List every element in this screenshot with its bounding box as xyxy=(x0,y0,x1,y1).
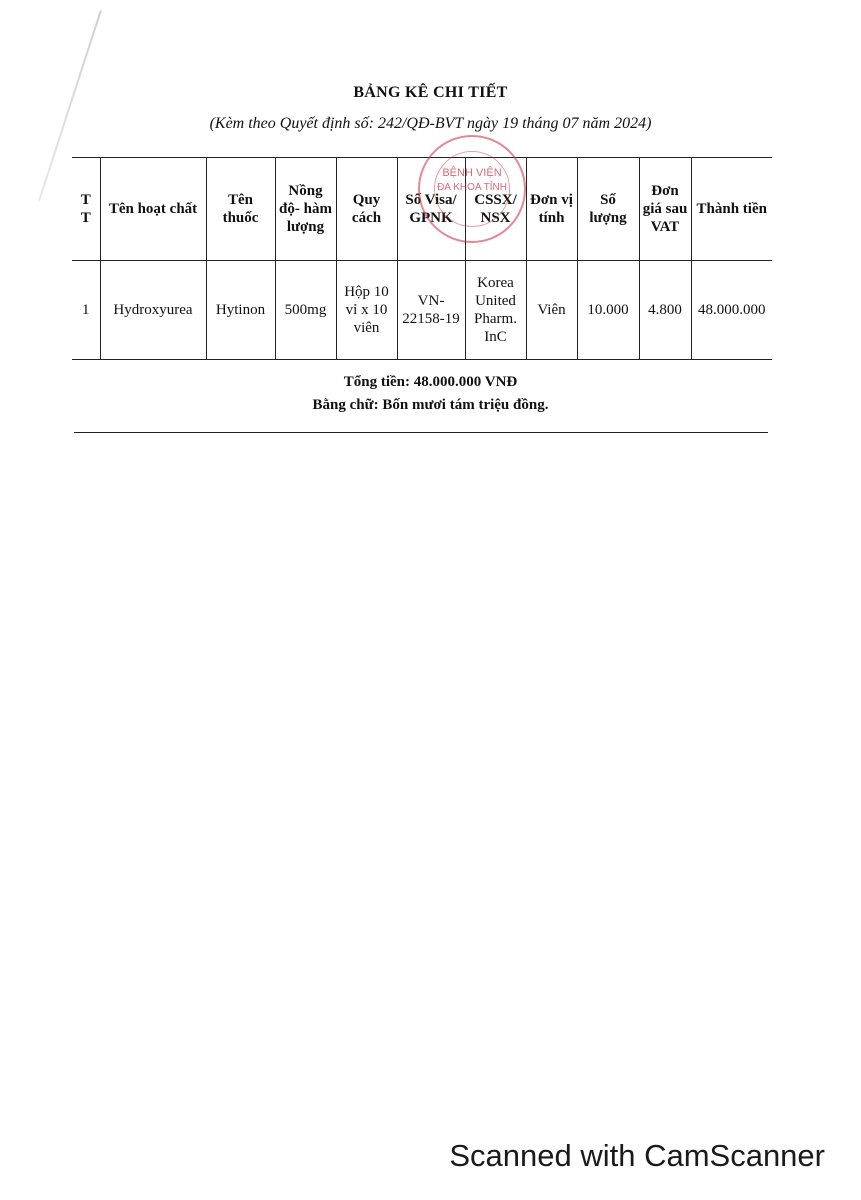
header-don-vi: Đơn vị tính xyxy=(526,158,577,261)
seal-text-line2: ĐA KHOA TỈNH xyxy=(437,182,507,193)
header-so-luong: Số lượng xyxy=(577,158,639,261)
cell-quy-cach: Hộp 10 vỉ x 10 viên xyxy=(336,261,397,360)
cell-thanh-tien: 48.000.000 xyxy=(691,261,772,360)
total-in-words: Bằng chữ: Bốn mươi tám triệu đồng. xyxy=(312,397,549,413)
header-quy-cach: Quy cách xyxy=(336,158,397,261)
cell-so-visa: VN-22158-19 xyxy=(397,261,465,360)
header-thanh-tien: Thành tiền xyxy=(691,158,772,261)
cell-nong-do: 500mg xyxy=(275,261,336,360)
cell-tt: 1 xyxy=(72,261,100,360)
bottom-divider xyxy=(74,432,768,433)
document-title: BẢNG KÊ CHI TIẾT xyxy=(353,84,508,101)
cell-cssx: Korea United Pharm. InC xyxy=(465,261,526,360)
total-amount: Tổng tiền: 48.000.000 VNĐ xyxy=(343,374,518,390)
header-ten-hoat-chat: Tên hoạt chất xyxy=(100,158,206,261)
detail-table xyxy=(72,157,772,360)
header-tt: T T xyxy=(72,158,100,261)
cell-ten-thuoc: Hytinon xyxy=(206,261,275,360)
seal-text-line1: BỆNH VIỆN xyxy=(442,167,502,179)
header-ten-thuoc: Tên thuốc xyxy=(206,158,275,261)
header-don-gia: Đơn giá sau VAT xyxy=(639,158,691,261)
table-row xyxy=(72,261,772,360)
header-cssx: CSSX/ NSX xyxy=(465,158,526,261)
header-nong-do: Nồng độ- hàm lượng xyxy=(275,158,336,261)
header-so-visa: Số Visa/ GPNK xyxy=(397,158,465,261)
cell-don-vi: Viên xyxy=(526,261,577,360)
cell-ten-hoat-chat: Hydroxyurea xyxy=(100,261,206,360)
document-subtitle: (Kèm theo Quyết định số: 242/QĐ-BVT ngày 19 tháng 07 năm 2024) xyxy=(209,115,652,132)
cell-so-luong: 10.000 xyxy=(577,261,639,360)
camscanner-watermark: Scanned with CamScanner xyxy=(449,1138,825,1173)
cell-don-gia: 4.800 xyxy=(639,261,691,360)
table-header-row xyxy=(72,158,772,261)
